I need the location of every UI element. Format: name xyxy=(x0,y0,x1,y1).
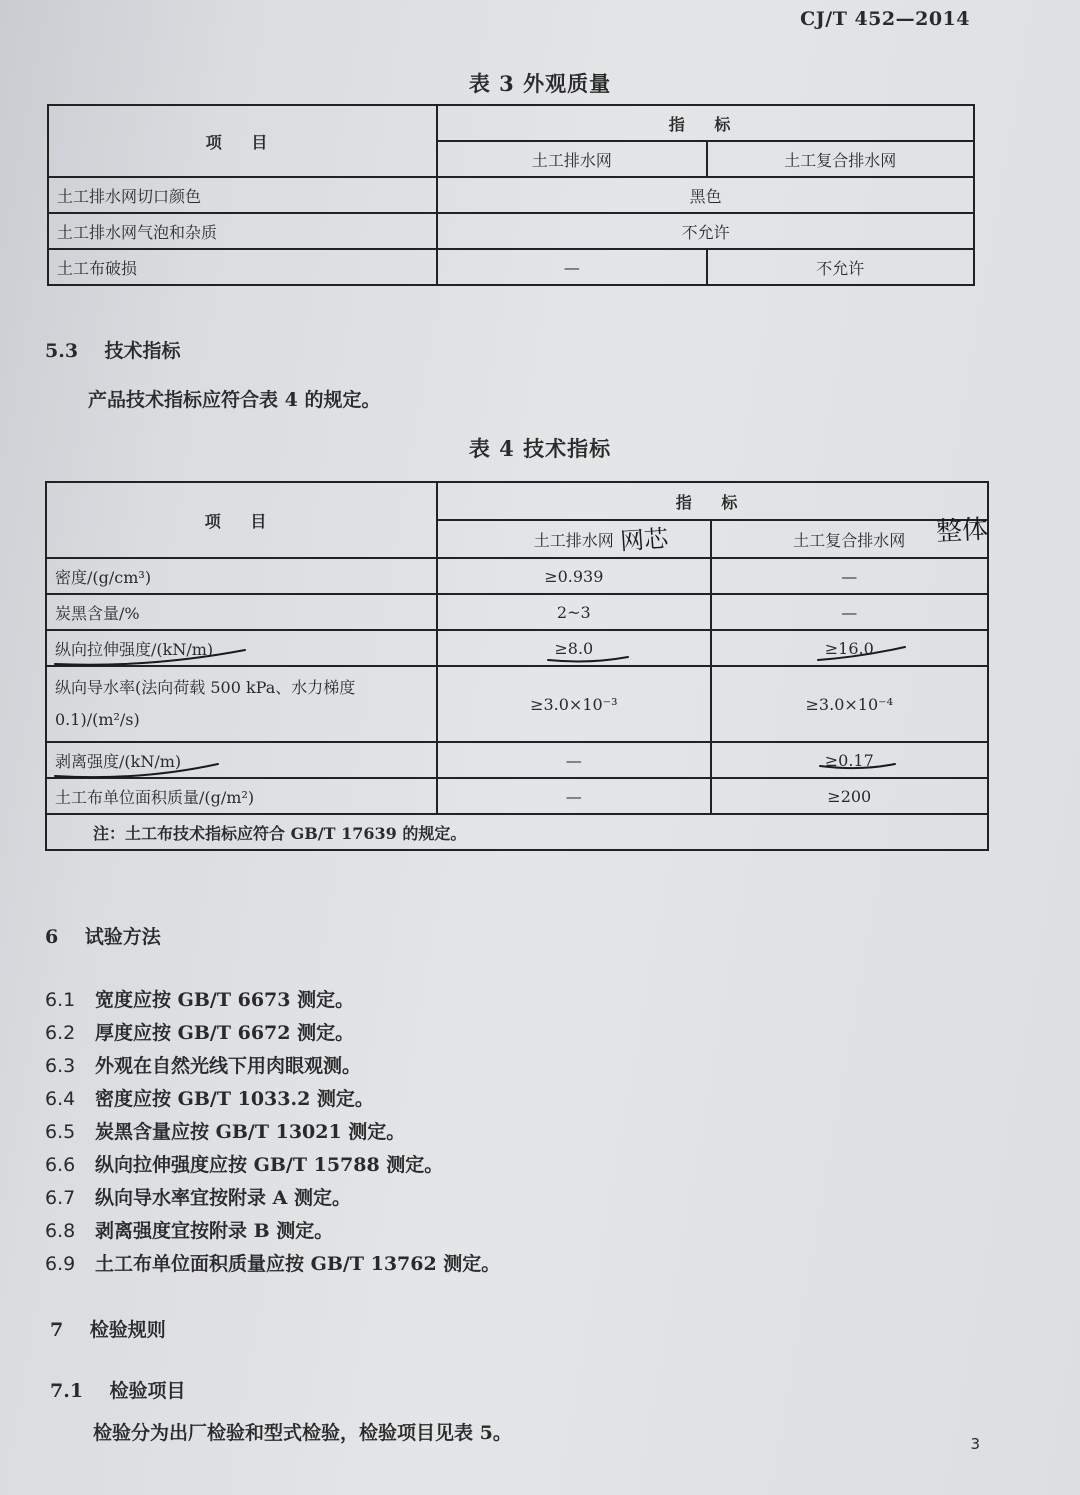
table4-row-value: ≥3.0×10⁻⁴ xyxy=(711,666,988,742)
table3-caption: 表 3 外观质量 xyxy=(468,71,612,96)
table3 xyxy=(47,104,975,286)
table4-header-index: 指 标 xyxy=(437,482,988,520)
table4-row-value: — xyxy=(437,778,710,814)
table3-row-item: 土工排水网切口颜色 xyxy=(48,177,437,213)
table4 xyxy=(45,481,989,851)
table4-col1-label: 土工排水网 xyxy=(533,530,614,550)
section-title: 试验方法 xyxy=(84,926,161,948)
table4-row-value: ≥0.939 xyxy=(437,558,710,594)
item-text: 炭黑含量应按 GB/T 13021 测定。 xyxy=(95,1121,406,1143)
table4-col2-label: 土工复合排水网 xyxy=(793,530,906,550)
item-number: 6.4 xyxy=(45,1088,76,1110)
table3-row-item: 土工布破损 xyxy=(48,249,437,285)
table4-row-value: — xyxy=(711,594,988,630)
item-text: 厚度应按 GB/T 6672 测定。 xyxy=(95,1022,355,1044)
table4-row-item: 密度/(g/cm³) xyxy=(46,558,437,594)
table3-row-value: 不允许 xyxy=(707,249,974,285)
item-number: 6.6 xyxy=(45,1154,76,1176)
table4-row-value: ≥200 xyxy=(711,778,988,814)
table4-col1-header xyxy=(437,520,710,558)
test-method-item xyxy=(45,1018,354,1045)
table4-header-item: 项 目 xyxy=(46,482,437,558)
handwriting-annotation: 整体 xyxy=(935,514,989,548)
section-6-heading xyxy=(45,922,161,949)
table4-row-value: — xyxy=(711,558,988,594)
test-method-item xyxy=(45,1084,374,1111)
table4-row-value: — xyxy=(437,742,710,778)
standard-code: CJ/T 452—2014 xyxy=(800,8,970,30)
section-7-1-heading xyxy=(50,1376,186,1403)
item-number: 6.9 xyxy=(45,1253,76,1275)
table4-row-value: ≥0.17 xyxy=(711,742,988,778)
test-method-item xyxy=(45,1249,500,1276)
test-method-item xyxy=(45,1150,443,1177)
table4-row-item: 剥离强度/(kN/m) xyxy=(46,742,437,778)
table3-header-index: 指 标 xyxy=(437,105,974,141)
table4-caption: 表 4 技术指标 xyxy=(468,436,612,461)
table4-note: 注：土工布技术指标应符合 GB/T 17639 的规定。 xyxy=(46,814,988,850)
section-5-3-heading xyxy=(45,336,181,363)
item-text: 剥离强度宜按附录 B 测定。 xyxy=(95,1220,334,1242)
item-text: 宽度应按 GB/T 6673 测定。 xyxy=(95,989,355,1011)
section-number: 6 xyxy=(45,926,59,948)
table4-row-value: ≥3.0×10⁻³ xyxy=(437,666,710,742)
item-text: 外观在自然光线下用肉眼观测。 xyxy=(95,1055,362,1077)
section-title: 检验规则 xyxy=(89,1319,166,1341)
table4-row-item: 纵向拉伸强度/(kN/m) xyxy=(46,630,437,666)
item-text: 密度应按 GB/T 1033.2 测定。 xyxy=(95,1088,374,1110)
item-text: 纵向拉伸强度应按 GB/T 15788 测定。 xyxy=(95,1154,444,1176)
table4-row-value: ≥16.0 xyxy=(711,630,988,666)
test-method-item xyxy=(45,1051,361,1078)
section-number: 5.3 xyxy=(45,340,79,362)
handwriting-annotation: 网芯 xyxy=(619,524,670,556)
table3-header-item: 项 目 xyxy=(48,105,437,177)
page-number: 3 xyxy=(970,1435,980,1453)
test-method-item xyxy=(45,985,354,1012)
section-5-3-text: 产品技术指标应符合表 4 的规定。 xyxy=(88,389,381,411)
section-title: 技术指标 xyxy=(104,340,181,362)
section-7-heading xyxy=(50,1315,166,1342)
item-number: 6.3 xyxy=(45,1055,76,1077)
item-text: 土工布单位面积质量应按 GB/T 13762 测定。 xyxy=(95,1253,501,1275)
section-number: 7 xyxy=(50,1319,64,1341)
table3-col2-header: 土工复合排水网 xyxy=(707,141,974,177)
section-7-1-text: 检验分为出厂检验和型式检验，检验项目见表 5。 xyxy=(93,1422,512,1444)
section-number: 7.1 xyxy=(50,1380,84,1402)
table4-row-item: 纵向导水率(法向荷载 500 kPa、水力梯度 0.1)/(m²/s) xyxy=(46,666,437,742)
table3-row-item: 土工排水网气泡和杂质 xyxy=(48,213,437,249)
item-number: 6.7 xyxy=(45,1187,76,1209)
test-method-item xyxy=(45,1117,405,1144)
table4-col2-header xyxy=(711,520,988,558)
table3-col1-header: 土工排水网 xyxy=(437,141,706,177)
table4-row-item: 炭黑含量/% xyxy=(46,594,437,630)
section-title: 检验项目 xyxy=(109,1380,186,1402)
table4-row-value: ≥8.0 xyxy=(437,630,710,666)
item-number: 6.5 xyxy=(45,1121,76,1143)
test-method-item xyxy=(45,1183,351,1210)
item-number: 6.2 xyxy=(45,1022,76,1044)
item-text: 纵向导水率宜按附录 A 测定。 xyxy=(95,1187,351,1209)
test-method-item xyxy=(45,1216,333,1243)
item-number: 6.1 xyxy=(45,989,76,1011)
table3-row-value: 不允许 xyxy=(437,213,974,249)
table3-row-value: — xyxy=(437,249,706,285)
table4-row-item: 土工布单位面积质量/(g/m²) xyxy=(46,778,437,814)
table4-row-value: 2~3 xyxy=(437,594,710,630)
table3-row-value: 黑色 xyxy=(437,177,974,213)
item-number: 6.8 xyxy=(45,1220,76,1242)
